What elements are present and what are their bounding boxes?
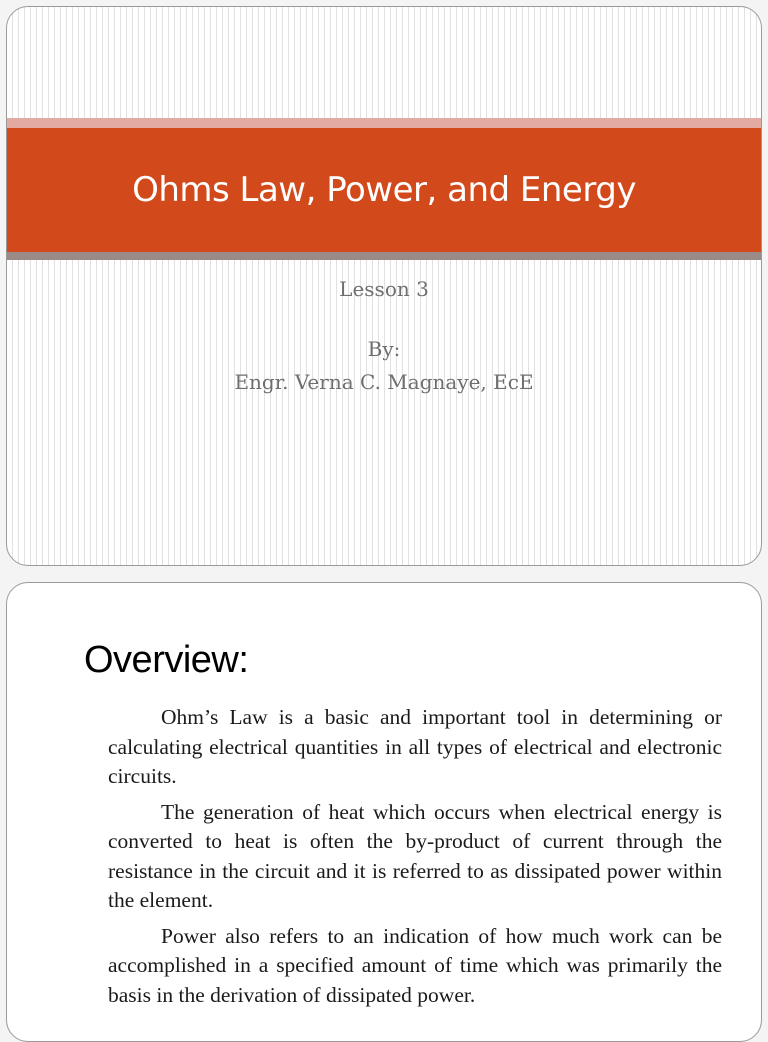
overview-paragraph: The generation of heat which occurs when electrical energy is converted to heat is often the by-product of current through the resistance in the circuit and it is referred to as dissipated power within the element.	[108, 799, 722, 912]
overview-paragraph: Power also refers to an indication of how much work can be accomplished in a specified amount of time which was primarily the basis in the derivation of dissipated power.	[108, 923, 722, 1007]
title-band	[7, 128, 761, 252]
author-name: Engr. Verna C. Magnaye, EcE	[234, 370, 534, 394]
overview-body	[108, 703, 722, 1016]
band-top-accent	[7, 118, 761, 128]
title-slide	[6, 6, 762, 566]
band-bottom-accent	[7, 252, 761, 260]
by-label: By:	[367, 337, 401, 361]
overview-paragraph: Ohm’s Law is a basic and important tool in determining or calculating electrical quantities in all types of electrical and electronic circuits.	[108, 705, 722, 788]
subtitle-block	[7, 277, 761, 394]
lesson-label: Lesson 3	[339, 277, 429, 301]
overview-slide	[6, 582, 762, 1042]
overview-heading: Overview:	[84, 639, 249, 681]
slide-title: Ohms Law, Power, and Energy	[132, 170, 636, 210]
